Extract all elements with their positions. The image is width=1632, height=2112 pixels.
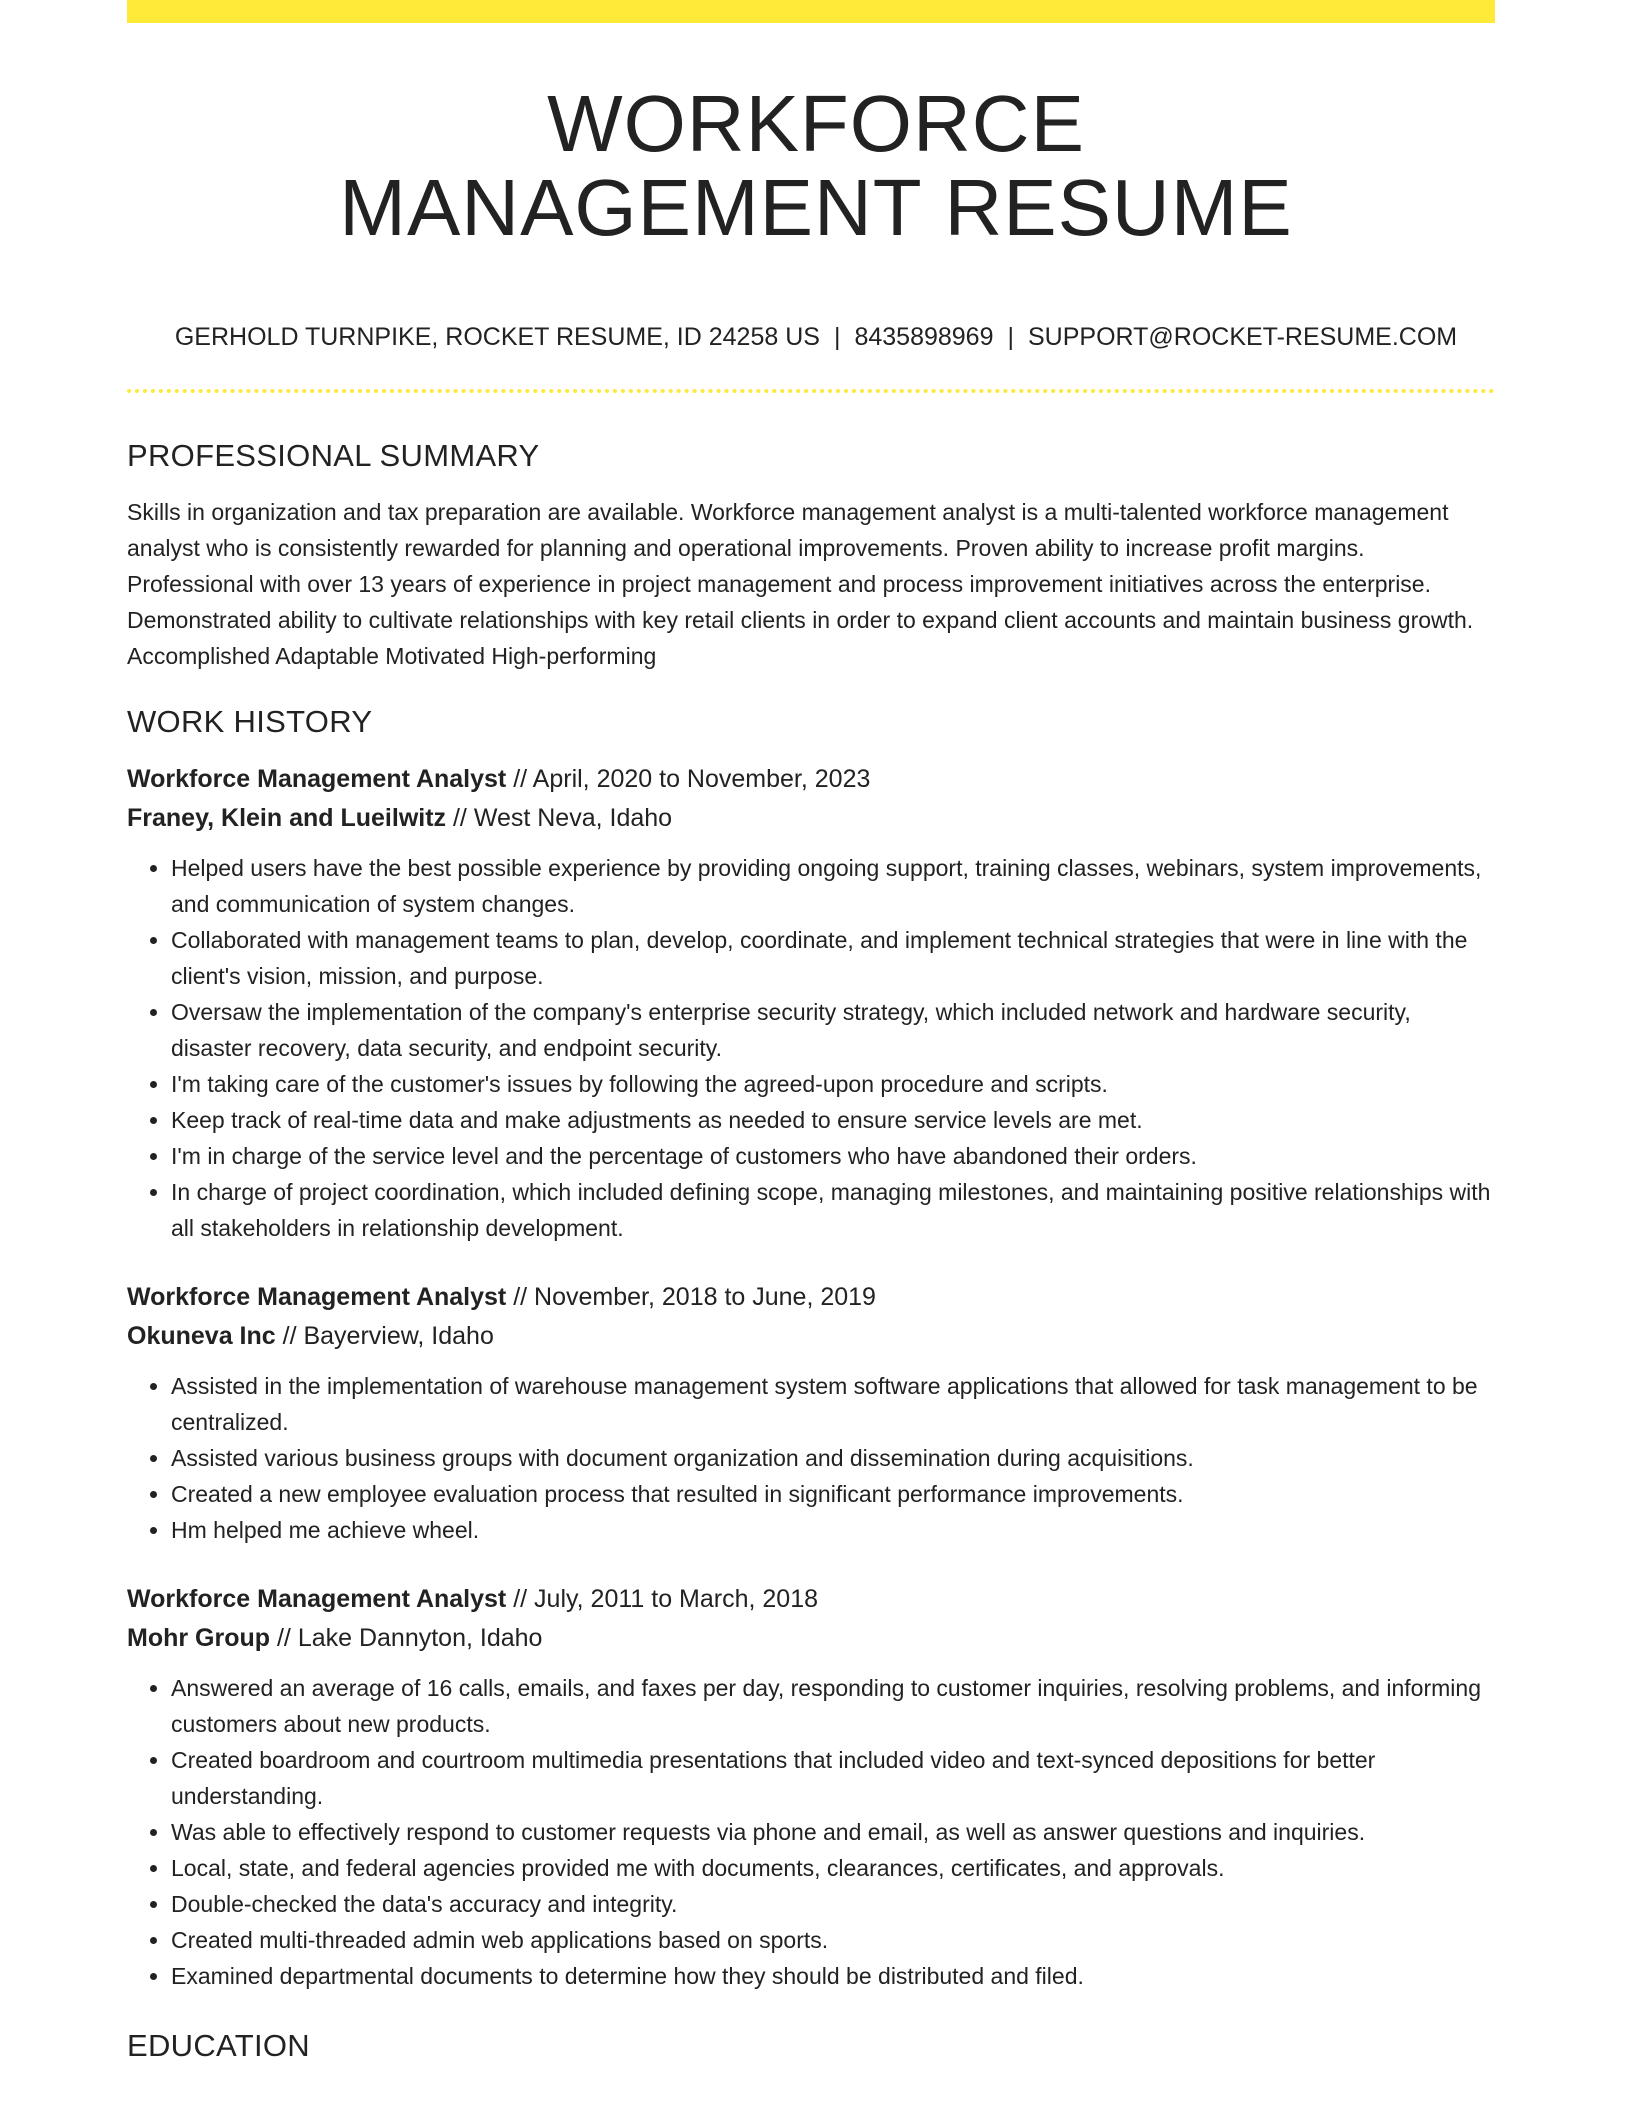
job-bullet: • Created a new employee evaluation process that resulted in significant performance improvements. bbox=[171, 1476, 1495, 1512]
job-entry bbox=[127, 1580, 1495, 1994]
work-history-heading: WORK HISTORY bbox=[127, 704, 373, 739]
job-bullets bbox=[127, 1670, 1495, 1994]
education-heading: EDUCATION bbox=[127, 2028, 310, 2063]
job-bullet: • Created multi-threaded admin web applications based on sports. bbox=[171, 1922, 1495, 1958]
job-company: Mohr Group bbox=[127, 1624, 271, 1652]
job-title: Workforce Management Analyst bbox=[127, 765, 507, 793]
job-bullet: • Double-checked the data's accuracy and integrity. bbox=[171, 1886, 1495, 1922]
job-bullet: • Created boardroom and courtroom multimedia presentations that included video and text-synced depositions for better understanding. bbox=[171, 1742, 1495, 1814]
job-entry bbox=[127, 760, 1495, 1246]
job-company: Okuneva Inc bbox=[127, 1322, 276, 1350]
contact-address: GERHOLD TURNPIKE, ROCKET RESUME, ID 24258 US bbox=[174, 323, 820, 351]
job-bullet: • I'm in charge of the service level and the percentage of customers who have abandoned their orders. bbox=[171, 1138, 1495, 1174]
job-list bbox=[127, 760, 1495, 1994]
job-title-line bbox=[127, 1278, 1495, 1317]
job-company: Franey, Klein and Lueilwitz bbox=[127, 804, 447, 832]
job-location: // Lake Dannyton, Idaho bbox=[270, 1624, 543, 1652]
job-bullet: • Assisted in the implementation of warehouse management system software applications that allowed for task management to be centralized. bbox=[171, 1368, 1495, 1440]
job-dates: // November, 2018 to June, 2019 bbox=[506, 1283, 876, 1311]
resume-content bbox=[127, 436, 1495, 2084]
job-dates: // April, 2020 to November, 2023 bbox=[506, 765, 871, 793]
title-line-1: WORKFORCE bbox=[547, 79, 1085, 168]
job-entry bbox=[127, 1278, 1495, 1548]
job-bullet: • Keep track of real-time data and make adjustments as needed to ensure service levels are met. bbox=[171, 1102, 1495, 1138]
job-company-line bbox=[127, 1317, 1495, 1356]
job-location: // Bayerview, Idaho bbox=[275, 1322, 494, 1350]
contact-line bbox=[0, 320, 1632, 354]
job-company-line bbox=[127, 799, 1495, 838]
job-title: Workforce Management Analyst bbox=[127, 1585, 507, 1613]
accent-top-bar bbox=[127, 0, 1495, 23]
job-title: Workforce Management Analyst bbox=[127, 1283, 507, 1311]
job-title-line bbox=[127, 1580, 1495, 1619]
job-location: // West Neva, Idaho bbox=[446, 804, 673, 832]
contact-separator: | bbox=[1007, 323, 1014, 351]
job-bullet: • Oversaw the implementation of the company's enterprise security strategy, which included network and hardware security, disaster recovery, data security, and endpoint security. bbox=[171, 994, 1495, 1066]
title-line-2: MANAGEMENT RESUME bbox=[339, 163, 1293, 252]
summary-heading: PROFESSIONAL SUMMARY bbox=[127, 438, 540, 473]
job-bullet: • Examined departmental documents to determine how they should be distributed and filed. bbox=[171, 1958, 1495, 1994]
job-bullet: • Local, state, and federal agencies provided me with documents, clearances, certificates, and approvals. bbox=[171, 1850, 1495, 1886]
contact-separator: | bbox=[833, 323, 841, 351]
job-bullet: • Collaborated with management teams to plan, develop, coordinate, and implement technical strategies that were in line with the client's vision, mission, and purpose. bbox=[171, 922, 1495, 994]
job-bullet: • Assisted various business groups with document organization and dissemination during acquisitions. bbox=[171, 1440, 1495, 1476]
contact-phone: 8435898969 bbox=[854, 323, 994, 351]
job-bullet: • Answered an average of 16 calls, emails, and faxes per day, responding to customer inquiries, resolving problems, and informing customers about new products. bbox=[171, 1670, 1495, 1742]
job-bullets bbox=[127, 850, 1495, 1246]
dotted-divider bbox=[127, 389, 1495, 393]
job-company-line bbox=[127, 1619, 1495, 1658]
job-bullet: • I'm taking care of the customer's issues by following the agreed-upon procedure and scripts. bbox=[171, 1066, 1495, 1102]
job-title-line bbox=[127, 760, 1495, 799]
job-dates: // July, 2011 to March, 2018 bbox=[506, 1585, 819, 1613]
job-bullet: • Hm helped me achieve wheel. bbox=[171, 1512, 1495, 1548]
job-bullet: • In charge of project coordination, which included defining scope, managing milestones, and maintaining positive relationships with all stakeholders in relationship development. bbox=[171, 1174, 1495, 1246]
job-bullet: • Was able to effectively respond to customer requests via phone and email, as well as answer questions and inquiries. bbox=[171, 1814, 1495, 1850]
contact-email: SUPPORT@ROCKET-RESUME.COM bbox=[1028, 323, 1458, 351]
job-bullets bbox=[127, 1368, 1495, 1548]
resume-title bbox=[0, 79, 1632, 252]
job-bullet: • Helped users have the best possible experience by providing ongoing support, training classes, webinars, system improvements, and communication of system changes. bbox=[171, 850, 1495, 922]
summary-text: Skills in organization and tax preparation are available. Workforce management analyst is a multi-talented workforce management analyst who is consistently rewarded for planning and operational improvements. Proven ability to increase profit margins. Professional with over 13 years of experience in project management and process improvement initiatives across the enterprise. Demonstrated ability to cultivate relationships with key retail clients in order to expand client accounts and maintain business growth. Accomplished Adaptable Motivated High-performing bbox=[127, 499, 1474, 669]
